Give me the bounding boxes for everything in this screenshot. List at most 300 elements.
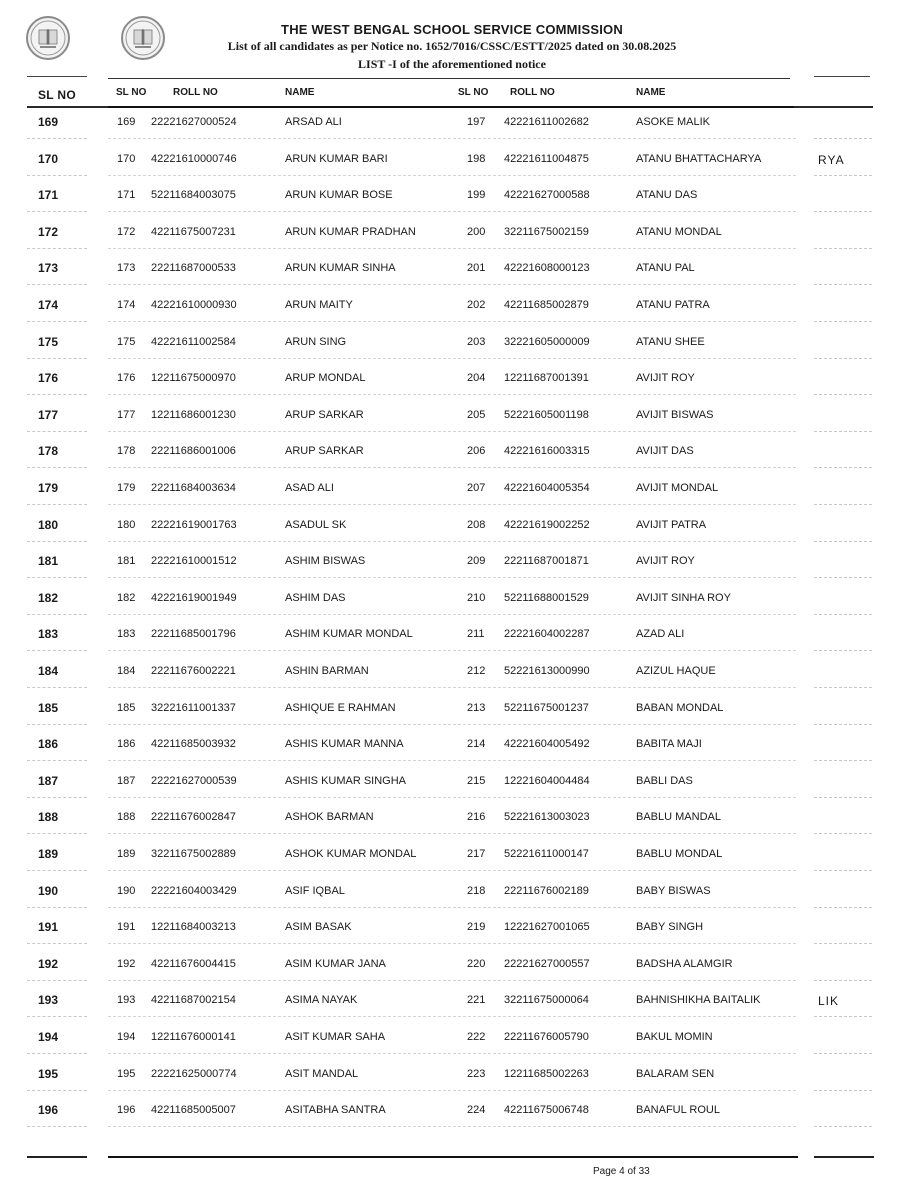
name-cell: ATANU PAL xyxy=(636,262,695,274)
name-cell: ASIF IQBAL xyxy=(285,885,345,897)
bg-sl-number: 195 xyxy=(38,1067,59,1081)
bg-bottom-rule-left xyxy=(27,1156,87,1158)
row-separator xyxy=(108,1090,796,1091)
roll-no-cell: 42211685003932 xyxy=(151,738,236,750)
roll-no-cell: 12221604004484 xyxy=(504,775,590,787)
bg-row-separator xyxy=(814,870,872,871)
bg-sl-number: 196 xyxy=(38,1103,59,1117)
roll-no-cell: 42221608000123 xyxy=(504,262,590,274)
name-cell: AZAD ALI xyxy=(636,628,685,640)
roll-no-cell: 22221610001512 xyxy=(151,555,237,567)
sl-no-cell: 222 xyxy=(467,1031,486,1043)
row-separator xyxy=(108,358,796,359)
bg-row-separator xyxy=(814,431,872,432)
bg-row-separator xyxy=(27,248,87,249)
roll-no-cell: 12221627001065 xyxy=(504,921,590,933)
roll-no-cell: 52211684003075 xyxy=(151,189,236,201)
row-separator xyxy=(108,504,796,505)
name-cell: ATANU MONDAL xyxy=(636,226,722,238)
bg-sl-number: 187 xyxy=(38,774,59,788)
bg-name-fragment: LIK xyxy=(818,994,840,1008)
bg-row-separator xyxy=(27,175,87,176)
sl-no-cell: 193 xyxy=(117,994,136,1006)
bg-sl-number: 175 xyxy=(38,335,59,349)
name-cell: ASAD ALI xyxy=(285,482,334,494)
sl-no-cell: 190 xyxy=(117,885,136,897)
roll-no-cell: 22211676002189 xyxy=(504,885,589,897)
name-cell: BALARAM SEN xyxy=(636,1068,715,1080)
sl-no-cell: 209 xyxy=(467,555,486,567)
bg-sl-number: 182 xyxy=(38,591,59,605)
bg-row-separator xyxy=(27,614,87,615)
bg-row-separator xyxy=(27,467,87,468)
sl-no-cell: 219 xyxy=(467,921,486,933)
row-separator xyxy=(108,943,796,944)
roll-no-cell: 22211676002221 xyxy=(151,665,236,677)
roll-no-cell: 42211676004415 xyxy=(151,958,236,970)
name-cell: AVIJIT ROY xyxy=(636,555,695,567)
sl-no-cell: 189 xyxy=(117,848,136,860)
col-header-name-right: NAME xyxy=(636,87,666,98)
name-cell: ASHOK BARMAN xyxy=(285,811,374,823)
table-row xyxy=(108,1031,798,1051)
sl-no-cell: 180 xyxy=(117,519,136,531)
bg-sl-number: 170 xyxy=(38,152,59,166)
sl-no-cell: 223 xyxy=(467,1068,486,1080)
col-header-sl-no-right: SL NO xyxy=(458,87,489,98)
name-cell: ASIT MANDAL xyxy=(285,1068,359,1080)
sl-no-cell: 187 xyxy=(117,775,136,787)
roll-no-cell: 22211686001006 xyxy=(151,445,236,457)
sl-no-cell: 206 xyxy=(467,445,486,457)
bg-sl-number: 176 xyxy=(38,371,59,385)
roll-no-cell: 42221619002252 xyxy=(504,519,590,531)
bg-row-separator xyxy=(27,577,87,578)
sl-no-cell: 205 xyxy=(467,409,486,421)
row-separator xyxy=(108,1126,796,1127)
sl-no-cell: 215 xyxy=(467,775,486,787)
bg-row-separator xyxy=(814,175,872,176)
name-cell: AVIJIT ROY xyxy=(636,372,695,384)
name-cell: ATANU SHEE xyxy=(636,336,705,348)
row-separator xyxy=(108,175,796,176)
name-cell: ARUN KUMAR BOSE xyxy=(285,189,393,201)
roll-no-cell: 22221604002287 xyxy=(504,628,590,640)
roll-no-cell: 42221604005354 xyxy=(504,482,590,494)
document-header xyxy=(108,22,796,72)
sl-no-cell: 199 xyxy=(467,189,486,201)
row-separator xyxy=(108,467,796,468)
name-cell: ASHIM DAS xyxy=(285,592,346,604)
bg-sl-number: 191 xyxy=(38,920,59,934)
bg-row-separator xyxy=(27,431,87,432)
bg-row-separator xyxy=(814,687,872,688)
table-row xyxy=(108,555,798,575)
roll-no-cell: 32221611001337 xyxy=(151,702,236,714)
page-number: Page 4 of 33 xyxy=(593,1166,650,1177)
row-separator xyxy=(108,870,796,871)
name-cell: ASHIM BISWAS xyxy=(285,555,366,567)
table-row xyxy=(108,1068,798,1088)
roll-no-cell: 12211675000970 xyxy=(151,372,236,384)
table-row xyxy=(108,738,798,758)
row-separator xyxy=(108,614,796,615)
name-cell: ATANU DAS xyxy=(636,189,698,201)
sl-no-cell: 194 xyxy=(117,1031,136,1043)
roll-no-cell: 22211685001796 xyxy=(151,628,236,640)
roll-no-cell: 22211687001871 xyxy=(504,555,589,567)
roll-no-cell: 42221610000930 xyxy=(151,299,237,311)
roll-no-cell: 22211676002847 xyxy=(151,811,236,823)
sl-no-cell: 172 xyxy=(117,226,136,238)
name-cell: ARUP SARKAR xyxy=(285,409,364,421)
name-cell: BABITA MAJI xyxy=(636,738,702,750)
roll-no-cell: 42221611002682 xyxy=(504,116,589,128)
bg-row-separator xyxy=(814,211,872,212)
roll-no-cell: 52221605001198 xyxy=(504,409,589,421)
name-cell: ARUN KUMAR SINHA xyxy=(285,262,396,274)
name-cell: ARUN KUMAR PRADHAN xyxy=(285,226,416,238)
row-separator xyxy=(108,211,796,212)
sl-no-cell: 203 xyxy=(467,336,486,348)
bg-sl-number: 181 xyxy=(38,554,59,568)
bg-row-separator xyxy=(27,1053,87,1054)
roll-no-cell: 32211675002159 xyxy=(504,226,589,238)
bg-row-separator xyxy=(814,284,872,285)
roll-no-cell: 42221616003315 xyxy=(504,445,590,457)
roll-no-cell: 12211676000141 xyxy=(151,1031,236,1043)
bg-sl-number: 172 xyxy=(38,225,59,239)
roll-no-cell: 22211676005790 xyxy=(504,1031,589,1043)
roll-no-cell: 22221625000774 xyxy=(151,1068,237,1080)
bg-sl-number: 189 xyxy=(38,847,59,861)
bg-row-separator xyxy=(27,284,87,285)
bg-row-separator xyxy=(27,1016,87,1017)
name-cell: ASHIS KUMAR SINGHA xyxy=(285,775,407,787)
row-separator xyxy=(108,577,796,578)
roll-no-cell: 42211675006748 xyxy=(504,1104,589,1116)
bg-bottom-rule-right xyxy=(814,1156,874,1158)
bg-row-separator xyxy=(814,577,872,578)
bg-row-separator xyxy=(814,394,872,395)
roll-no-cell: 42211687002154 xyxy=(151,994,236,1006)
name-cell: ASHIS KUMAR MANNA xyxy=(285,738,404,750)
name-cell: AVIJIT SINHA ROY xyxy=(636,592,731,604)
header-rule xyxy=(108,106,794,108)
bg-row-separator xyxy=(27,211,87,212)
roll-no-cell: 32211675000064 xyxy=(504,994,589,1006)
bg-sl-number: 192 xyxy=(38,957,59,971)
bg-row-separator xyxy=(27,541,87,542)
bg-row-separator xyxy=(27,724,87,725)
bg-row-separator xyxy=(814,504,872,505)
table-row xyxy=(108,958,798,978)
table-row xyxy=(108,1104,798,1124)
bg-row-separator xyxy=(814,1016,872,1017)
roll-no-cell: 22211684003634 xyxy=(151,482,236,494)
table-row xyxy=(108,299,798,319)
bg-sl-number: 171 xyxy=(38,188,59,202)
row-separator xyxy=(108,1016,796,1017)
roll-no-cell: 42211685002879 xyxy=(504,299,589,311)
sl-no-cell: 216 xyxy=(467,811,486,823)
table-row xyxy=(108,628,798,648)
name-cell: BABLI DAS xyxy=(636,775,693,787)
name-cell: ASHOK KUMAR MONDAL xyxy=(285,848,417,860)
bg-row-separator xyxy=(814,138,872,139)
bg-row-separator xyxy=(27,138,87,139)
bg-row-separator xyxy=(27,321,87,322)
name-cell: ARUP SARKAR xyxy=(285,445,364,457)
table-row xyxy=(108,116,798,136)
roll-no-cell: 52211675001237 xyxy=(504,702,589,714)
col-header-sl-no-left: SL NO xyxy=(116,87,147,98)
col-header-name-left: NAME xyxy=(285,87,315,98)
sl-no-cell: 198 xyxy=(467,153,486,165)
sl-no-cell: 177 xyxy=(117,409,136,421)
name-cell: AVIJIT PATRA xyxy=(636,519,707,531)
document-title: THE WEST BENGAL SCHOOL SERVICE COMMISSION xyxy=(281,22,623,37)
name-cell: ARSAD ALI xyxy=(285,116,342,128)
row-separator xyxy=(108,833,796,834)
bg-top-rule-left xyxy=(27,76,87,77)
row-separator xyxy=(108,321,796,322)
bg-row-separator xyxy=(27,358,87,359)
bg-row-separator xyxy=(814,1053,872,1054)
table-row xyxy=(108,592,798,612)
bg-sl-number: 190 xyxy=(38,884,59,898)
bg-name-fragment: RYA xyxy=(818,153,845,167)
bg-row-separator xyxy=(814,541,872,542)
sl-no-cell: 204 xyxy=(467,372,486,384)
bg-row-separator xyxy=(814,907,872,908)
row-separator xyxy=(108,541,796,542)
bg-row-separator xyxy=(27,394,87,395)
sl-no-cell: 200 xyxy=(467,226,486,238)
header-top-rule xyxy=(108,78,790,79)
bg-row-separator xyxy=(27,833,87,834)
bg-row-separator xyxy=(27,687,87,688)
name-cell: ARUN KUMAR BARI xyxy=(285,153,388,165)
bg-sl-number: 178 xyxy=(38,444,59,458)
name-cell: ARUP MONDAL xyxy=(285,372,366,384)
bg-row-separator xyxy=(814,467,872,468)
roll-no-cell: 22221619001763 xyxy=(151,519,237,531)
bg-row-separator xyxy=(27,504,87,505)
notice-subtitle: List of all candidates as per Notice no. 1652/7016/CSSC/ESTT/2025 dated on 30.08.2025 xyxy=(227,39,677,53)
table-row xyxy=(108,482,798,502)
name-cell: ASITABHA SANTRA xyxy=(285,1104,386,1116)
table-row xyxy=(108,262,798,282)
roll-no-cell: 52221613000990 xyxy=(504,665,590,677)
name-cell: ATANU BHATTACHARYA xyxy=(636,153,762,165)
name-cell: AVIJIT MONDAL xyxy=(636,482,719,494)
sl-no-cell: 210 xyxy=(467,592,486,604)
sl-no-cell: 176 xyxy=(117,372,136,384)
roll-no-cell: 22221604003429 xyxy=(151,885,237,897)
roll-no-cell: 42221610000746 xyxy=(151,153,237,165)
sl-no-cell: 175 xyxy=(117,336,136,348)
row-separator xyxy=(108,797,796,798)
sl-no-cell: 170 xyxy=(117,153,136,165)
name-cell: BABLU MANDAL xyxy=(636,811,721,823)
sl-no-cell: 217 xyxy=(467,848,486,860)
name-cell: BABY BISWAS xyxy=(636,885,711,897)
bg-row-separator xyxy=(27,650,87,651)
bg-sl-number: 186 xyxy=(38,737,59,751)
table-row xyxy=(108,226,798,246)
table-row xyxy=(108,885,798,905)
row-separator xyxy=(108,760,796,761)
row-separator xyxy=(108,284,796,285)
table-row xyxy=(108,445,798,465)
bg-sl-no-header: SL NO xyxy=(38,88,76,102)
roll-no-cell: 52211688001529 xyxy=(504,592,589,604)
sl-no-cell: 197 xyxy=(467,116,486,128)
roll-no-cell: 12211684003213 xyxy=(151,921,236,933)
sl-no-cell: 188 xyxy=(117,811,136,823)
roll-no-cell: 42221627000588 xyxy=(504,189,590,201)
roll-no-cell: 52221611000147 xyxy=(504,848,589,860)
table-row xyxy=(108,153,798,173)
table-row xyxy=(108,921,798,941)
bg-sl-number: 177 xyxy=(38,408,59,422)
name-cell: ASHIN BARMAN xyxy=(285,665,369,677)
name-cell: BAHNISHIKHA BAITALIK xyxy=(636,994,761,1006)
row-separator xyxy=(108,724,796,725)
row-separator xyxy=(108,138,796,139)
sl-no-cell: 174 xyxy=(117,299,136,311)
sl-no-cell: 195 xyxy=(117,1068,136,1080)
name-cell: ASADUL SK xyxy=(285,519,347,531)
bg-sl-number: 169 xyxy=(38,115,59,129)
sl-no-cell: 207 xyxy=(467,482,486,494)
name-cell: BANAFUL ROUL xyxy=(636,1104,720,1116)
row-separator xyxy=(108,907,796,908)
table-row xyxy=(108,336,798,356)
bg-row-separator xyxy=(27,760,87,761)
roll-no-cell: 22221627000557 xyxy=(504,958,590,970)
roll-no-cell: 42221611004875 xyxy=(504,153,589,165)
sl-no-cell: 182 xyxy=(117,592,136,604)
row-separator xyxy=(108,431,796,432)
roll-no-cell: 42221611002584 xyxy=(151,336,236,348)
name-cell: BABY SINGH xyxy=(636,921,704,933)
bg-row-separator xyxy=(814,650,872,651)
name-cell: ATANU PATRA xyxy=(636,299,710,311)
roll-no-cell: 32221605000009 xyxy=(504,336,590,348)
roll-no-cell: 12211686001230 xyxy=(151,409,236,421)
sl-no-cell: 202 xyxy=(467,299,486,311)
sl-no-cell: 208 xyxy=(467,519,486,531)
roll-no-cell: 12211685002263 xyxy=(504,1068,589,1080)
table-row xyxy=(108,702,798,722)
roll-no-cell: 52221613003023 xyxy=(504,811,590,823)
bg-sl-number: 180 xyxy=(38,518,59,532)
sl-no-cell: 185 xyxy=(117,702,136,714)
sl-no-cell: 169 xyxy=(117,116,136,128)
bg-row-separator xyxy=(814,614,872,615)
roll-no-cell: 22221627000539 xyxy=(151,775,237,787)
sl-no-cell: 183 xyxy=(117,628,136,640)
roll-no-cell: 42221604005492 xyxy=(504,738,590,750)
roll-no-cell: 32211675002889 xyxy=(151,848,236,860)
name-cell: AVIJIT DAS xyxy=(636,445,694,457)
table-row xyxy=(108,409,798,429)
roll-no-cell: 22221627000524 xyxy=(151,116,237,128)
row-separator xyxy=(108,650,796,651)
table-row xyxy=(108,775,798,795)
table-row xyxy=(108,519,798,539)
sl-no-cell: 211 xyxy=(467,628,485,640)
sl-no-cell: 186 xyxy=(117,738,136,750)
table-row xyxy=(108,665,798,685)
list-label: LIST -I of the aforementioned notice xyxy=(358,57,546,71)
sl-no-cell: 212 xyxy=(467,665,486,677)
name-cell: BABAN MONDAL xyxy=(636,702,724,714)
sl-no-cell: 192 xyxy=(117,958,136,970)
name-cell: ASIT KUMAR SAHA xyxy=(285,1031,386,1043)
roll-no-cell: 42211675007231 xyxy=(151,226,236,238)
bg-row-separator xyxy=(27,943,87,944)
roll-no-cell: 42221619001949 xyxy=(151,592,237,604)
roll-no-cell: 22211687000533 xyxy=(151,262,236,274)
roll-no-cell: 12211687001391 xyxy=(504,372,589,384)
bg-sl-number: 173 xyxy=(38,261,59,275)
name-cell: ARUN MAITY xyxy=(285,299,353,311)
bg-row-separator xyxy=(27,870,87,871)
bg-row-separator xyxy=(814,321,872,322)
sl-no-cell: 191 xyxy=(117,921,136,933)
bg-row-separator xyxy=(814,724,872,725)
bg-sl-number: 179 xyxy=(38,481,59,495)
name-cell: BABLU MONDAL xyxy=(636,848,723,860)
sl-no-cell: 221 xyxy=(467,994,486,1006)
name-cell: ASIMA NAYAK xyxy=(285,994,358,1006)
bg-sl-number: 185 xyxy=(38,701,59,715)
sl-no-cell: 196 xyxy=(117,1104,136,1116)
sl-no-cell: 178 xyxy=(117,445,136,457)
bg-sl-number: 174 xyxy=(38,298,59,312)
row-separator xyxy=(108,248,796,249)
bg-sl-number: 184 xyxy=(38,664,59,678)
name-cell: AZIZUL HAQUE xyxy=(636,665,716,677)
bg-row-separator xyxy=(814,797,872,798)
emblem-icon xyxy=(26,16,70,60)
bg-sl-number: 193 xyxy=(38,993,59,1007)
table-row xyxy=(108,189,798,209)
name-cell: BADSHA ALAMGIR xyxy=(636,958,733,970)
table-row xyxy=(108,994,798,1014)
name-cell: ARUN SING xyxy=(285,336,347,348)
name-cell: AVIJIT BISWAS xyxy=(636,409,714,421)
bg-row-separator xyxy=(27,907,87,908)
name-cell: ASOKE MALIK xyxy=(636,116,710,128)
sl-no-cell: 214 xyxy=(467,738,486,750)
row-separator xyxy=(108,394,796,395)
bg-row-separator xyxy=(27,1090,87,1091)
bg-row-separator xyxy=(814,760,872,761)
bg-sl-number: 194 xyxy=(38,1030,59,1044)
bg-row-separator xyxy=(27,797,87,798)
sl-no-cell: 220 xyxy=(467,958,486,970)
footer-rule xyxy=(108,1156,798,1158)
bg-row-separator xyxy=(814,833,872,834)
sl-no-cell: 218 xyxy=(467,885,486,897)
bg-row-separator xyxy=(27,980,87,981)
sl-no-cell: 179 xyxy=(117,482,136,494)
name-cell: ASIM BASAK xyxy=(285,921,352,933)
